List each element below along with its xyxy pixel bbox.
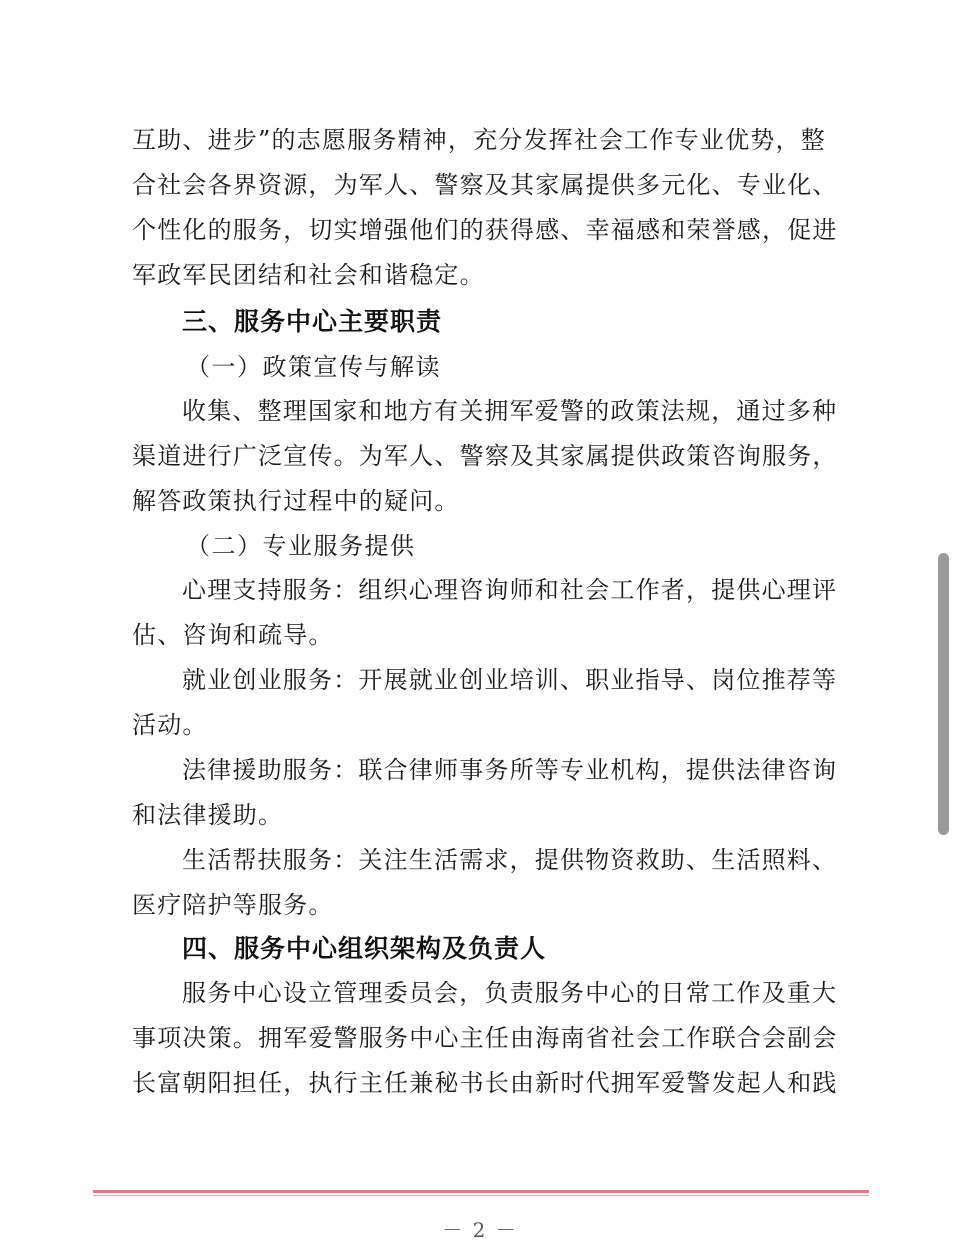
paragraph-line: 和法律援助。 bbox=[132, 801, 284, 829]
paragraph-line: 收集、整理国家和地方有关拥军爱警的政策法规，通过多种 bbox=[182, 397, 838, 425]
paragraph-line: 事项决策。拥军爱警服务中心主任由海南省社会工作联合会副会 bbox=[132, 1024, 838, 1052]
paragraph-line: 个性化的服务，切实增强他们的获得感、幸福感和荣誉感，促进 bbox=[132, 216, 838, 244]
paragraph-line: 就业创业服务：开展就业创业培训、职业指导、岗位推荐等 bbox=[182, 666, 838, 694]
scrollbar-thumb[interactable] bbox=[938, 553, 949, 835]
paragraph-line: 解答政策执行过程中的疑问。 bbox=[132, 487, 460, 515]
paragraph-line: 医疗陪护等服务。 bbox=[132, 891, 334, 919]
paragraph-line: 估、咨询和疏导。 bbox=[132, 621, 334, 649]
paragraph-line: 活动。 bbox=[132, 711, 208, 739]
footer-rule-thin bbox=[93, 1195, 869, 1196]
paragraph-line: 互助、进步”的志愿服务精神，充分发挥社会工作专业优势，整 bbox=[132, 126, 826, 154]
paragraph-line: 合社会各界资源，为军人、警察及其家属提供多元化、专业化、 bbox=[132, 171, 838, 199]
paragraph-line: 心理支持服务：组织心理咨询师和社会工作者，提供心理评 bbox=[182, 576, 838, 604]
subsection-heading: （二）专业服务提供 bbox=[186, 532, 416, 560]
paragraph-line: 长富朝阳担任，执行主任兼秘书长由新时代拥军爱警发起人和践 bbox=[132, 1069, 838, 1097]
paragraph-line: 服务中心设立管理委员会，负责服务中心的日常工作及重大 bbox=[182, 979, 838, 1007]
section-heading: 四、服务中心组织架构及负责人 bbox=[182, 934, 547, 963]
footer-rule bbox=[93, 1190, 869, 1193]
paragraph-line: 渠道进行广泛宣传。为军人、警察及其家属提供政策咨询服务， bbox=[132, 442, 838, 470]
paragraph-line: 军政军民团结和社会和谐稳定。 bbox=[132, 261, 485, 289]
subsection-heading: （一）政策宣传与解读 bbox=[186, 353, 441, 381]
paragraph-line: 生活帮扶服务：关注生活需求，提供物资救助、生活照料、 bbox=[182, 846, 838, 874]
paragraph-line: 法律援助服务：联合律师事务所等专业机构，提供法律咨询 bbox=[182, 756, 838, 784]
page-number: － 2 － bbox=[442, 1218, 518, 1242]
section-heading: 三、服务中心主要职责 bbox=[182, 307, 443, 336]
